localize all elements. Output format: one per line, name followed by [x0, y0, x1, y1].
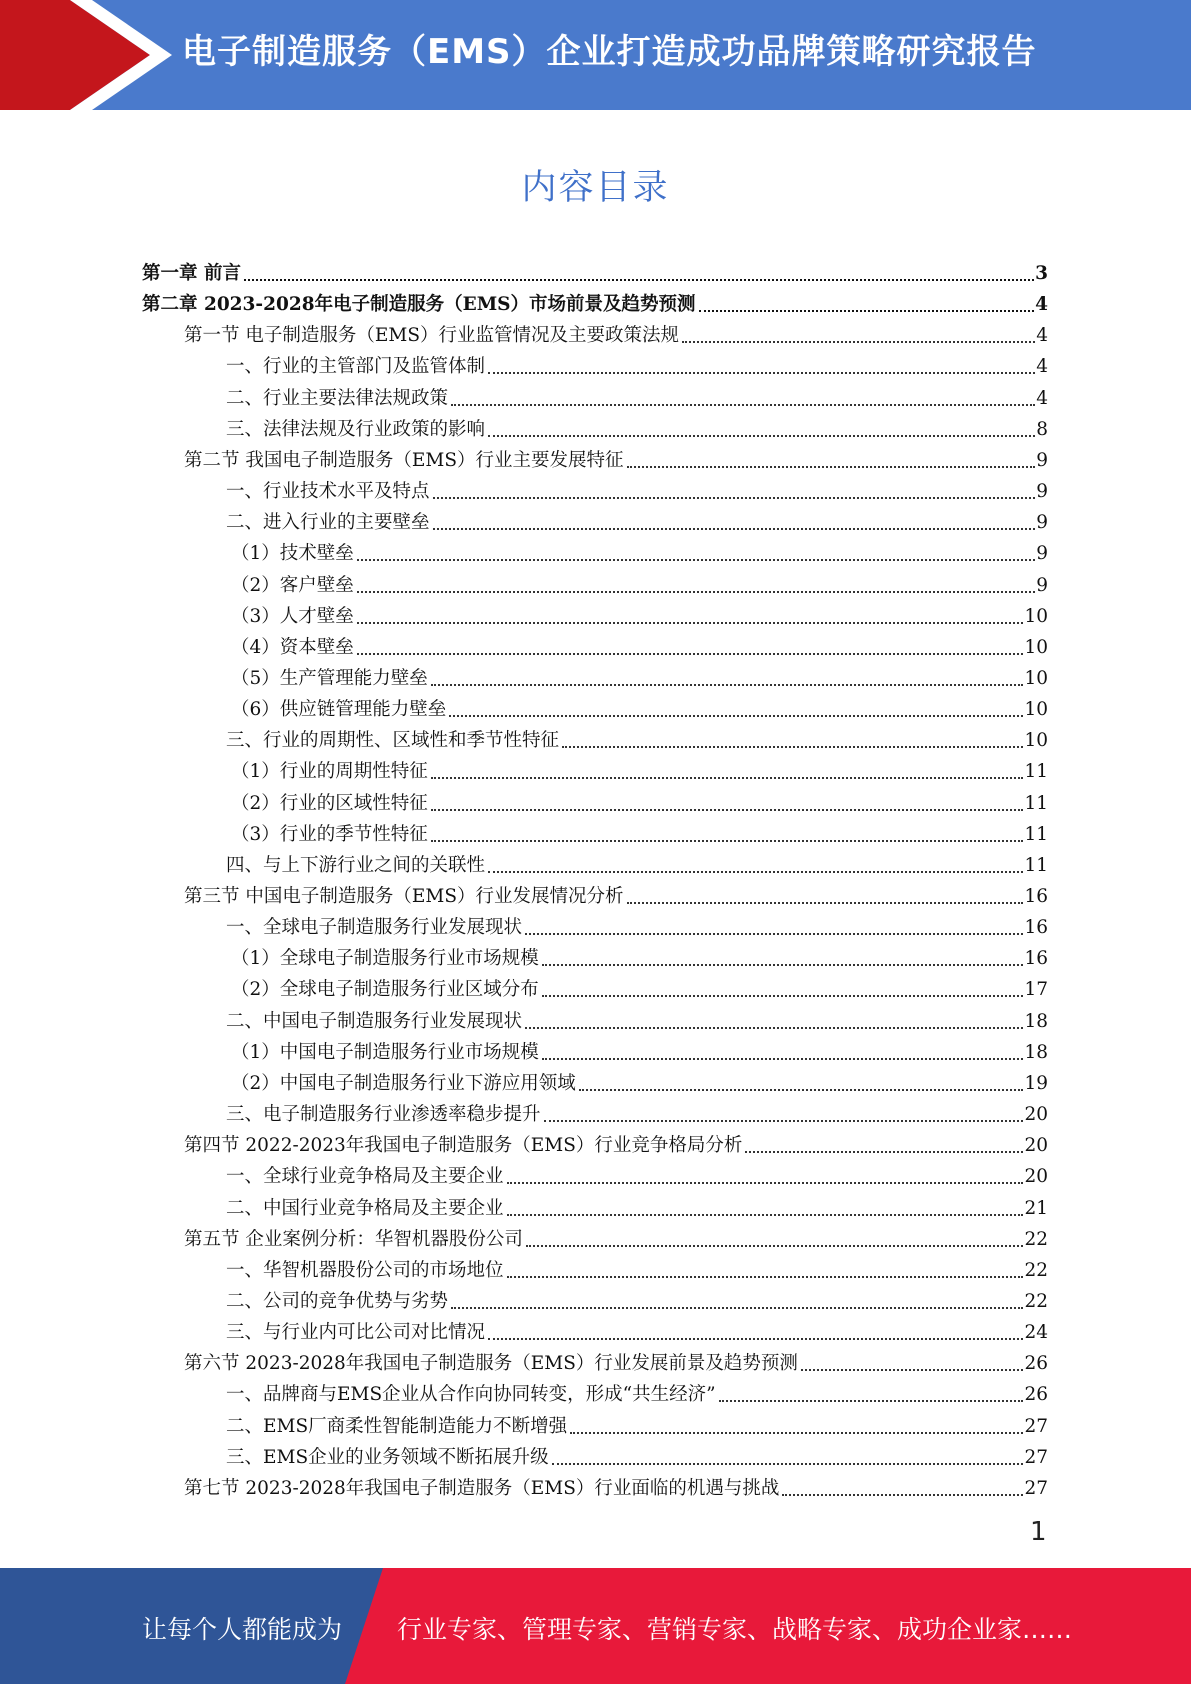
footer-slogan-left: 让每个人都能成为 — [142, 1615, 343, 1644]
toc-entry[interactable] — [226, 1407, 1048, 1438]
toc-entry[interactable] — [226, 1282, 1048, 1313]
toc-leader-dots — [507, 1213, 1024, 1216]
toc-entry[interactable] — [184, 1344, 1048, 1375]
toc-entry-label: 第七节 2023-2028年我国电子制造服务（EMS）行业面临的机遇与挑战 — [184, 1477, 780, 1499]
toc-leader-dots — [507, 1181, 1024, 1184]
toc-entry-label: 三、电子制造服务行业渗透率稳步提升 — [226, 1104, 541, 1126]
footer-band — [0, 1568, 1191, 1684]
toc-entry-label: （5）生产管理能力壁垒 — [231, 667, 428, 689]
toc-leader-dots — [719, 1399, 1024, 1402]
toc-entry-page: 11 — [1024, 792, 1048, 814]
toc-entry[interactable] — [226, 347, 1048, 378]
toc-leader-dots — [244, 278, 1034, 281]
toc-entry-label: 第二节 我国电子制造服务（EMS）行业主要发展特征 — [184, 449, 624, 471]
toc-leader-dots — [507, 1275, 1024, 1278]
toc-leader-dots — [431, 776, 1024, 779]
toc-entry-label: 第一节 电子制造服务（EMS）行业监管情况及主要政策法规 — [184, 325, 680, 347]
toc-entry-page: 10 — [1024, 730, 1048, 752]
toc-entry-label: 三、行业的周期性、区域性和季节性特征 — [226, 730, 560, 752]
toc-entry-label: 三、法律法规及行业政策的影响 — [226, 418, 486, 440]
toc-entry[interactable] — [184, 441, 1048, 472]
toc-entry-page: 16 — [1024, 948, 1048, 970]
toc-entry-page: 10 — [1024, 667, 1048, 689]
toc-entry-page: 26 — [1024, 1384, 1048, 1406]
toc-entry-page: 22 — [1024, 1259, 1048, 1281]
toc-entry[interactable] — [226, 410, 1048, 441]
toc-entry-label: （1）行业的周期性特征 — [231, 761, 428, 783]
toc-entry-page: 16 — [1024, 886, 1048, 907]
toc-entry-page: 4 — [1036, 387, 1048, 409]
toc-entry[interactable] — [231, 534, 1048, 565]
toc-entry[interactable] — [184, 1469, 1048, 1500]
toc-entry-page: 18 — [1024, 1010, 1048, 1032]
toc-entry-page: 4 — [1036, 325, 1048, 347]
toc-entry-page: 11 — [1024, 823, 1048, 845]
toc-leader-dots — [782, 1493, 1023, 1496]
toc-leader-dots — [357, 590, 1035, 593]
toc-entry-label: 一、华智机器股份公司的市场地位 — [226, 1259, 504, 1281]
toc-entry[interactable] — [231, 597, 1048, 628]
toc-leader-dots — [451, 1306, 1023, 1309]
toc-entry[interactable] — [184, 1220, 1048, 1251]
toc-entry[interactable] — [226, 908, 1048, 939]
toc-leader-dots — [433, 527, 1036, 530]
toc-entry-label: （1）全球电子制造服务行业市场规模 — [231, 948, 539, 970]
toc-entry-label: 二、行业主要法律法规政策 — [226, 387, 449, 409]
toc-entry-page: 24 — [1024, 1322, 1048, 1344]
toc-entry[interactable] — [226, 1251, 1048, 1282]
toc-entry-page: 20 — [1024, 1166, 1048, 1188]
report-title: 电子制造服务（EMS）企业打造成功品牌策略研究报告 — [182, 32, 1037, 72]
toc-entry-label: 第三节 中国电子制造服务（EMS）行业发展情况分析 — [184, 886, 624, 907]
toc-entry-label: （2）客户壁垒 — [231, 574, 354, 596]
toc-entry[interactable] — [142, 254, 1048, 285]
toc-entry-page: 3 — [1035, 263, 1048, 284]
toc-entry-label: 一、行业技术水平及特点 — [226, 481, 430, 503]
toc-entry-page: 9 — [1036, 481, 1048, 503]
toc-leader-dots — [451, 403, 1035, 406]
toc-leader-dots — [542, 1057, 1024, 1060]
toc-entry-label: 第六节 2023-2028年我国电子制造服务（EMS）行业发展前景及趋势预测 — [184, 1353, 798, 1375]
toc-entry-label: 一、品牌商与EMS企业从合作向协同转变，形成“共生经济” — [226, 1384, 716, 1406]
toc-entry[interactable] — [226, 1189, 1048, 1220]
toc-entry[interactable] — [231, 566, 1048, 597]
toc-leader-dots — [542, 963, 1024, 966]
toc-entry-label: 一、全球行业竞争格局及主要企业 — [226, 1166, 504, 1188]
toc-entry-page: 10 — [1024, 699, 1048, 721]
toc-leader-dots — [627, 901, 1024, 904]
toc-entry-label: （6）供应链管理能力壁垒 — [231, 699, 447, 721]
toc-leader-dots — [431, 839, 1024, 842]
toc-entry-page: 8 — [1036, 418, 1048, 440]
toc-leader-dots — [682, 340, 1035, 343]
toc-entry[interactable] — [226, 472, 1048, 503]
toc-entry-page: 11 — [1024, 761, 1048, 783]
toc-leader-dots — [357, 558, 1035, 561]
toc-entry[interactable] — [184, 877, 1048, 908]
toc-entry-page: 26 — [1024, 1353, 1048, 1375]
toc-entry-page: 4 — [1035, 294, 1048, 316]
toc-entry[interactable] — [226, 846, 1048, 877]
toc-leader-dots — [579, 1088, 1024, 1091]
toc-entry-page: 20 — [1024, 1104, 1048, 1126]
toc-leader-dots — [488, 1337, 1023, 1340]
toc-entry-label: 一、全球电子制造服务行业发展现状 — [226, 917, 523, 939]
toc-entry[interactable] — [226, 1313, 1048, 1344]
toc-leader-dots — [552, 1462, 1024, 1465]
toc-leader-dots — [627, 465, 1036, 468]
toc-leader-dots — [526, 1244, 1024, 1247]
toc-entry-label: （1）中国电子制造服务行业市场规模 — [231, 1041, 539, 1063]
toc-entry[interactable] — [226, 1095, 1048, 1126]
toc-entry-page: 18 — [1024, 1041, 1048, 1063]
toc-entry-label: （1）技术壁垒 — [231, 543, 354, 565]
toc-entry-label: 三、EMS企业的业务领域不断拓展升级 — [226, 1446, 549, 1468]
toc-leader-dots — [357, 621, 1024, 624]
toc-entry-label: 二、公司的竞争优势与劣势 — [226, 1290, 449, 1312]
toc-entry-label: 第二章 2023-2028年电子制造服务（EMS）市场前景及趋势预测 — [142, 294, 696, 316]
toc-entry[interactable] — [226, 1375, 1048, 1406]
toc-entry[interactable] — [184, 316, 1048, 347]
toc-entry-label: （3）人才壁垒 — [231, 605, 354, 627]
toc-entry-label: （2）行业的区域性特征 — [231, 792, 428, 814]
toc-entry[interactable] — [231, 1033, 1048, 1064]
page-number: 1 — [1030, 1517, 1047, 1547]
toc-entry-label: 第五节 企业案例分析：华智机器股份公司 — [184, 1228, 523, 1250]
toc-entry-page: 10 — [1024, 636, 1048, 658]
toc-entry[interactable] — [231, 690, 1048, 721]
toc-leader-dots — [544, 1119, 1024, 1122]
toc-entry[interactable] — [184, 1126, 1048, 1157]
toc-entry-page: 22 — [1024, 1228, 1048, 1250]
toc-entry-page: 9 — [1036, 574, 1048, 596]
toc-leader-dots — [801, 1368, 1024, 1371]
toc-entry-label: 三、与行业内可比公司对比情况 — [226, 1322, 486, 1344]
toc-entry-page: 21 — [1024, 1197, 1048, 1219]
toc-leader-dots — [488, 371, 1035, 374]
toc-entry[interactable] — [226, 1157, 1048, 1188]
toc-entry-page: 17 — [1024, 979, 1048, 1001]
toc-entry[interactable] — [226, 1438, 1048, 1469]
toc-heading: 内容目录 — [521, 168, 670, 208]
toc-entry[interactable] — [226, 1002, 1048, 1033]
toc-entry-label: 二、中国电子制造服务行业发展现状 — [226, 1010, 523, 1032]
toc-leader-dots — [488, 434, 1035, 437]
toc-entry-label: 二、进入行业的主要壁垒 — [226, 512, 430, 534]
toc-entry-page: 22 — [1024, 1290, 1048, 1312]
toc-entry-page: 9 — [1036, 449, 1048, 471]
toc-entry-page: 11 — [1024, 854, 1048, 876]
toc-entry-label: （2）中国电子制造服务行业下游应用领域 — [231, 1072, 576, 1094]
toc-entry-label: 二、EMS厂商柔性智能制造能力不断增强 — [226, 1415, 568, 1437]
toc-entry-page: 10 — [1024, 605, 1048, 627]
toc-leader-dots — [525, 932, 1023, 935]
toc-entry[interactable] — [142, 285, 1048, 316]
toc-entry-label: 一、行业的主管部门及监管体制 — [226, 356, 486, 378]
toc-entry-page: 27 — [1024, 1446, 1048, 1468]
toc-entry[interactable] — [231, 659, 1048, 690]
toc-entry-label: 第一章 前言 — [142, 263, 241, 284]
toc-entry-label: （4）资本壁垒 — [231, 636, 354, 658]
toc-entry-page: 19 — [1024, 1072, 1048, 1094]
toc-entry-label: 二、中国行业竞争格局及主要企业 — [226, 1197, 504, 1219]
toc-leader-dots — [488, 870, 1023, 873]
toc-leader-dots — [525, 1026, 1023, 1029]
toc-entry-label: （2）全球电子制造服务行业区域分布 — [231, 979, 539, 1001]
toc-entry[interactable] — [231, 784, 1048, 815]
toc-entry-page: 27 — [1024, 1415, 1048, 1437]
toc-leader-dots — [449, 714, 1023, 717]
toc-leader-dots — [357, 652, 1024, 655]
toc-leader-dots — [570, 1431, 1023, 1434]
toc-entry-label: 第四节 2022-2023年我国电子制造服务（EMS）行业竞争格局分析 — [184, 1135, 743, 1157]
toc-entry[interactable] — [231, 970, 1048, 1001]
toc-entry-page: 27 — [1024, 1477, 1048, 1499]
toc-entry-page: 9 — [1036, 512, 1048, 534]
toc-entry-label: 四、与上下游行业之间的关联性 — [226, 854, 486, 876]
footer-slogan-right: 行业专家、管理专家、营销专家、战略专家、成功企业家…… — [397, 1615, 1073, 1644]
toc-leader-dots — [431, 808, 1024, 811]
toc-entry[interactable] — [231, 752, 1048, 783]
toc-entry[interactable] — [226, 503, 1048, 534]
toc-entry-page: 16 — [1024, 917, 1048, 939]
toc-entry[interactable] — [226, 721, 1048, 752]
toc-leader-dots — [431, 683, 1024, 686]
toc-entry[interactable] — [226, 379, 1048, 410]
toc-leader-dots — [745, 1150, 1023, 1153]
toc-entry[interactable] — [231, 815, 1048, 846]
toc-leader-dots — [562, 745, 1023, 748]
report-header-band — [0, 0, 1191, 110]
toc-entry-page: 20 — [1024, 1135, 1048, 1157]
toc-entry[interactable] — [231, 1064, 1048, 1095]
toc-leader-dots — [542, 994, 1024, 997]
toc-entry-page: 4 — [1036, 356, 1048, 378]
toc-entry[interactable] — [231, 628, 1048, 659]
toc-leader-dots — [699, 309, 1035, 312]
toc-entry[interactable] — [231, 939, 1048, 970]
toc-leader-dots — [433, 496, 1036, 499]
toc-entry-page: 9 — [1036, 543, 1048, 565]
toc-entry-label: （3）行业的季节性特征 — [231, 823, 428, 845]
